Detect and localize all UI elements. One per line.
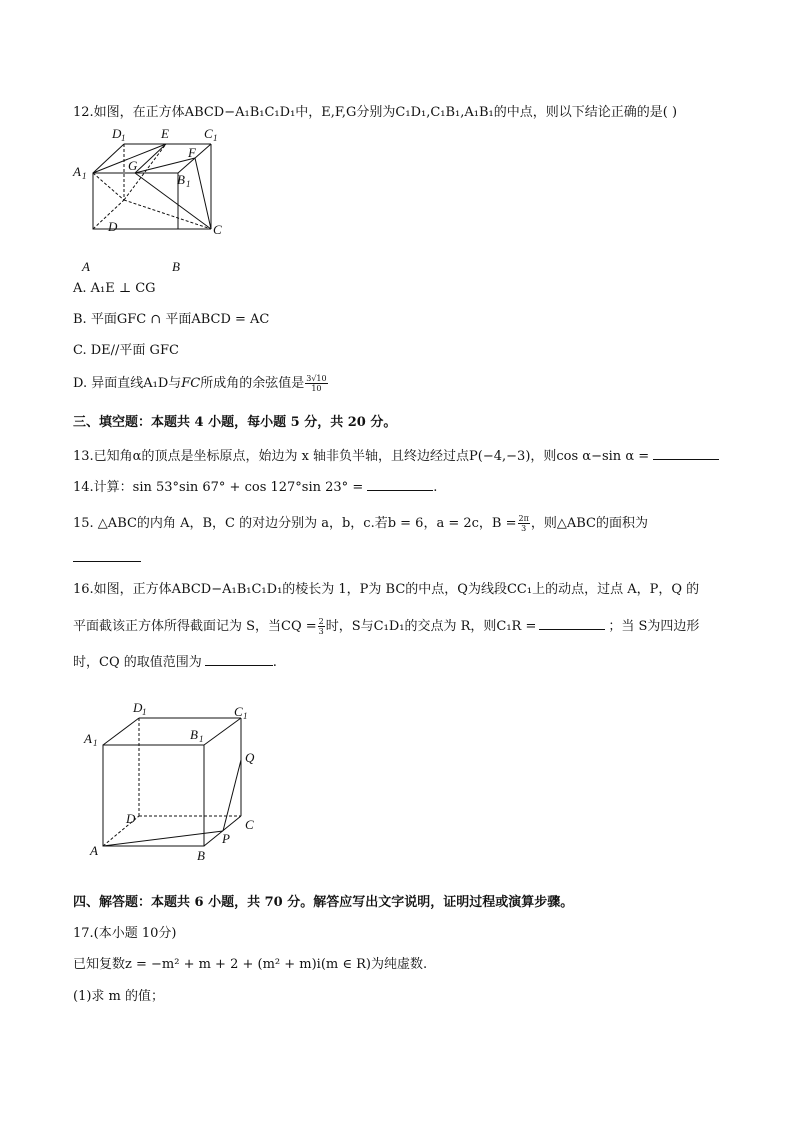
- q16-cube-figure: [82, 695, 272, 870]
- q13-answer-blank[interactable]: [653, 447, 719, 460]
- q13: 13.已知角α的顶点是坐标原点，始边为 x 轴非负半轴，且终边经过点P(−4,−3)，则cos α−sin α =: [73, 447, 719, 466]
- q16-line1: 16.如图，正方体ABCD−A₁B₁C₁D₁的棱长为 1，P为 BC的中点，Q为线段CC₁上的动点，过点 A，P，Q 的: [73, 582, 700, 597]
- svg-text:1: 1: [199, 734, 204, 744]
- label-C: C: [213, 222, 222, 237]
- label-A1: A: [84, 731, 92, 746]
- q15-answer-line[interactable]: [73, 549, 141, 568]
- q12-cube-figure: [72, 124, 242, 279]
- label-D1: D: [133, 700, 143, 715]
- label-Q: Q: [245, 750, 255, 765]
- label-C1: C: [204, 126, 213, 141]
- label-F: F: [188, 145, 196, 160]
- svg-text:1: 1: [243, 711, 248, 721]
- q12-option-b: B. 平面GFC ∩ 平面ABCD = AC: [73, 312, 270, 327]
- label-D: D: [126, 811, 136, 826]
- label-P: P: [222, 831, 230, 846]
- q15: 15. △ABC的内角 A，B，C 的对边分别为 a，b，c.若b = 6，a = 2c，B = $\frac{2\pi}{3}$ ，则△ABC的面积为: [73, 514, 648, 533]
- label-A: A: [90, 843, 98, 858]
- label-B1: B: [177, 172, 185, 187]
- svg-text:1: 1: [93, 738, 98, 748]
- label-G: G: [128, 158, 138, 173]
- q16-line2: 平面截该正方体所得截面记为 S，当CQ = $\frac{2}{3}$ 时，S与C₁D₁的交点为 R，则C₁R = ；当 S为四边形: [73, 617, 700, 636]
- q17-part1: (1)求 m 的值；: [73, 989, 165, 1004]
- q16-c1r-blank[interactable]: [539, 617, 605, 630]
- label-D: D: [108, 219, 118, 234]
- svg-text:1: 1: [142, 707, 147, 717]
- label-A: A: [82, 259, 90, 274]
- q12-option-a: A. A₁E ⊥ CG: [73, 281, 156, 296]
- svg-text:1: 1: [213, 133, 218, 143]
- label-A1: A: [73, 164, 81, 179]
- svg-text:1: 1: [186, 179, 191, 189]
- q15-answer-blank[interactable]: [73, 549, 141, 562]
- label-C1: C: [234, 704, 243, 719]
- q12-option-d: D. 异面直线A₁D与FC所成角的余弦值是 $\frac{3√10}{10}$: [73, 374, 327, 393]
- q12-option-c: C. DE//平面 GFC: [73, 343, 179, 358]
- svg-text:1: 1: [82, 171, 87, 181]
- q17-body: 已知复数z = −m² + m + 2 + (m² + m)i(m ∈ R)为纯虚数.: [73, 957, 428, 972]
- label-E: E: [161, 126, 169, 141]
- cosine-fraction: $\frac{3√10}{10}$: [306, 374, 327, 393]
- section-4-heading: 四、解答题：本题共 6 小题，共 70 分。解答应写出文字说明，证明过程或演算步骤。: [73, 895, 574, 910]
- q14: 14.计算：sin 53°sin 67° + cos 127°sin 23° = .: [73, 480, 438, 495]
- q14-answer-blank[interactable]: [367, 478, 433, 491]
- label-B: B: [197, 848, 205, 863]
- svg-text:1: 1: [121, 133, 126, 143]
- section-3-heading: 三、填空题：本题共 4 小题，每小题 5 分，共 20 分。: [73, 415, 397, 430]
- q16-line3: 时，CQ 的取值范围为 .: [73, 655, 277, 670]
- label-C: C: [245, 817, 254, 832]
- q12-stem: 12.如图，在正方体ABCD−A₁B₁C₁D₁中，E,F,G分别为C₁D₁,C₁B₁,A₁B₁的中点，则以下结论正确的是( ): [73, 105, 678, 120]
- q16-cq-range-blank[interactable]: [205, 653, 273, 666]
- label-B: B: [172, 259, 180, 274]
- label-B1: B: [190, 727, 198, 742]
- q17-head: 17.(本小题 10分): [73, 926, 177, 941]
- label-D1: D: [112, 126, 122, 141]
